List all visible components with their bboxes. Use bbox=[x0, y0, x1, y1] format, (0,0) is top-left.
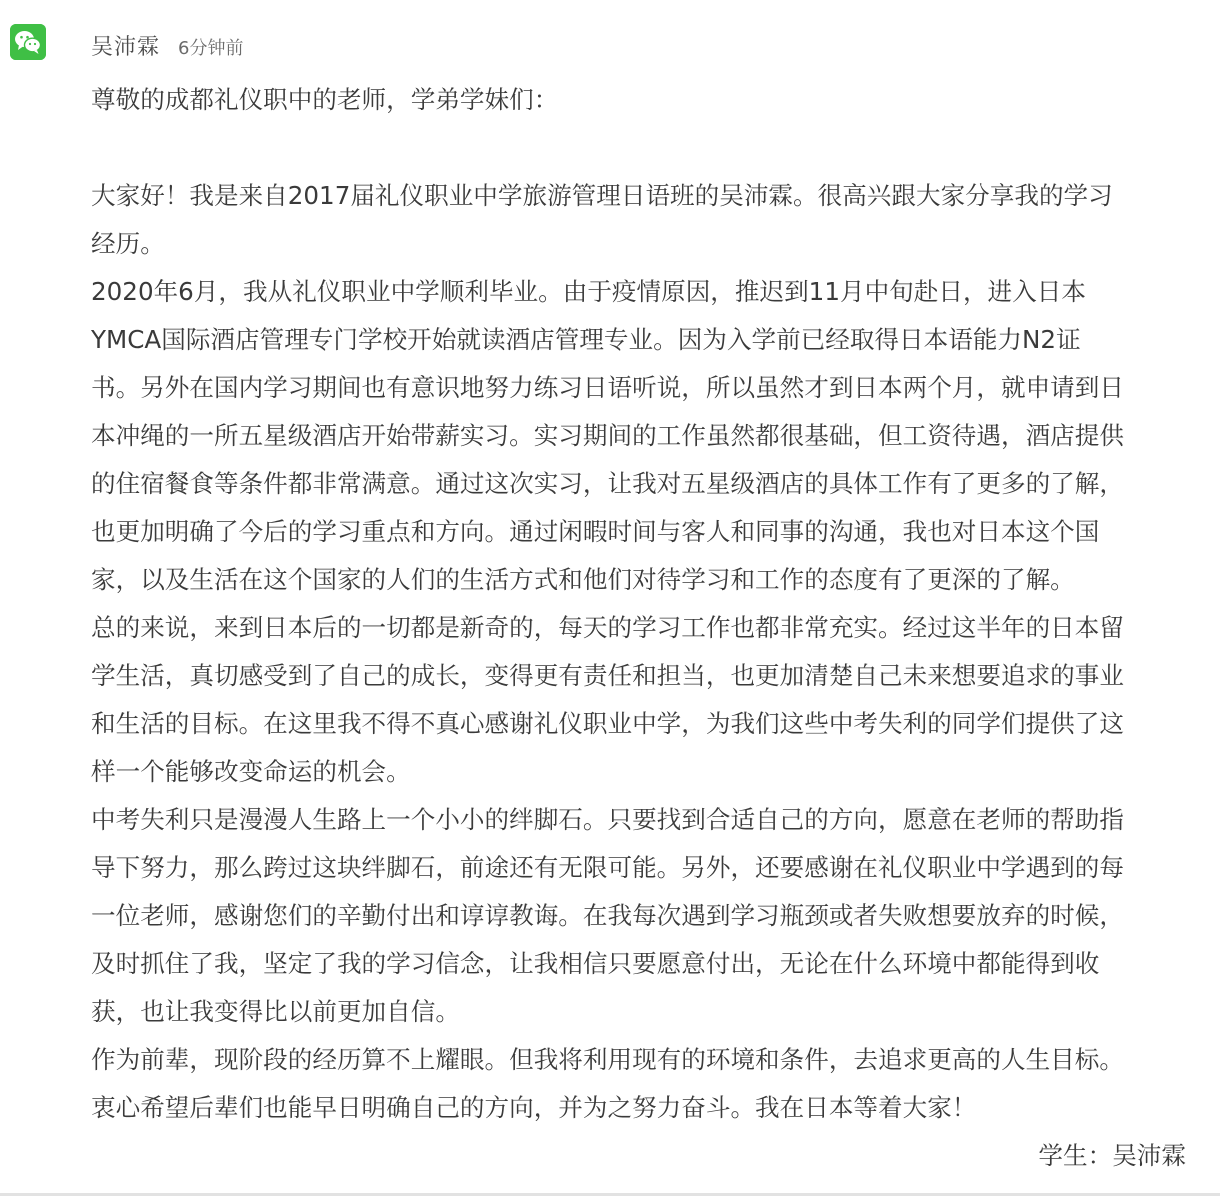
body-line: 2020年6月，我从礼仪职业中学顺利毕业。由于疫情原因，推迟到11月中旬赴日，进入日本 bbox=[91, 277, 1086, 306]
timestamp: 6分钟前 bbox=[178, 38, 244, 59]
avatar[interactable] bbox=[10, 24, 46, 60]
body-line: 作为前辈，现阶段的经历算不上耀眼。但我将利用现有的环境和条件，去追求更高的人生目标。 bbox=[91, 1045, 1124, 1074]
body-line: 一位老师，感谢您们的辛勤付出和谆谆教诲。在我每次遇到学习瓶颈或者失败想要放弃的时候， bbox=[91, 901, 1124, 930]
body-line bbox=[91, 124, 1196, 172]
body-line: 本冲绳的一所五星级酒店开始带薪实习。实习期间的工作虽然都很基础，但工资待遇，酒店提供 bbox=[91, 421, 1124, 450]
wechat-icon bbox=[10, 24, 46, 60]
body-line: 也更加明确了今后的学习重点和方向。通过闲暇时间与客人和同事的沟通，我也对日本这个国 bbox=[91, 517, 1100, 546]
body-line: 大家好！我是来自2017届礼仪职业中学旅游管理日语班的吴沛霖。很高兴跟大家分享我的学习 bbox=[91, 181, 1113, 210]
body-line: 导下努力，那么跨过这块绊脚石，前途还有无限可能。另外，还要感谢在礼仪职业中学遇到的每 bbox=[91, 853, 1124, 882]
username[interactable]: 吴沛霖 bbox=[91, 35, 161, 60]
body-line: 学生活，真切感受到了自己的成长，变得更有责任和担当，也更加清楚自己未来想要追求的事业 bbox=[91, 661, 1124, 690]
body-line: YMCA国际酒店管理专门学校开始就读酒店管理专业。因为入学前已经取得日本语能力N2证 bbox=[91, 325, 1081, 354]
body-line: 书。另外在国内学习期间也有意识地努力练习日语听说，所以虽然才到日本两个月，就申请到日 bbox=[91, 373, 1124, 402]
body-line: 中考失利只是漫漫人生路上一个小小的绊脚石。只要找到合适自己的方向，愿意在老师的帮助指 bbox=[91, 805, 1124, 834]
body-line: 获，也让我变得比以前更加自信。 bbox=[91, 997, 460, 1026]
body-line: 样一个能够改变命运的机会。 bbox=[91, 757, 411, 786]
body-line: 总的来说，来到日本后的一切都是新奇的，每天的学习工作也都非常充实。经过这半年的日本留 bbox=[91, 613, 1124, 642]
body-line: 尊敬的成都礼仪职中的老师，学弟学妹们： bbox=[91, 85, 559, 114]
body-line: 家，以及生活在这个国家的人们的生活方式和他们对待学习和工作的态度有了更深的了解。 bbox=[91, 565, 1075, 594]
body-line: 的住宿餐食等条件都非常满意。通过这次实习，让我对五星级酒店的具体工作有了更多的了解， bbox=[91, 469, 1124, 498]
signature: 学生：吴沛霖 bbox=[1038, 1141, 1186, 1170]
body-line: 和生活的目标。在这里我不得不真心感谢礼仪职业中学，为我们这些中考失利的同学们提供了这 bbox=[91, 709, 1124, 738]
body-line: 经历。 bbox=[91, 229, 165, 258]
comment-body bbox=[91, 76, 1196, 1180]
body-line: 及时抓住了我，坚定了我的学习信念，让我相信只要愿意付出，无论在什么环境中都能得到收 bbox=[91, 949, 1100, 978]
body-line: 衷心希望后辈们也能早日明确自己的方向，并为之努力奋斗。我在日本等着大家！ bbox=[91, 1093, 977, 1122]
comment-header bbox=[91, 30, 243, 64]
